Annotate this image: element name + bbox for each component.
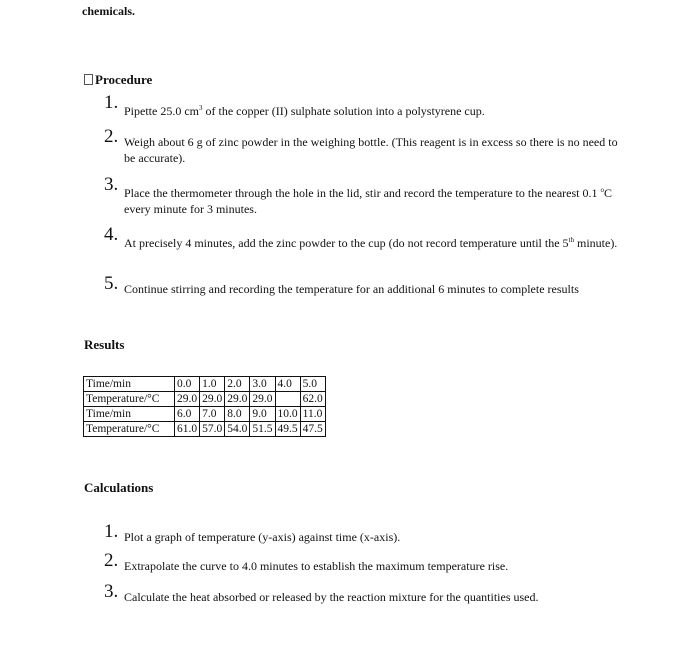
table-row: [84, 392, 326, 407]
table-cell: 54.0: [225, 422, 250, 437]
table-cell: 9.0: [250, 407, 275, 422]
calculations-heading: Calculations: [84, 480, 154, 495]
table-cell: 29.0: [225, 392, 250, 407]
procedure-step-5: 5. Continue stirring and recording the temperature for an additional 6 minutes to complete results: [104, 273, 579, 296]
table-cell: 4.0: [275, 377, 300, 392]
calculation-item-3: 3. Calculate the heat absorbed or released by the reaction mixture for the quantities used.: [104, 581, 539, 604]
table-cell: 51.5: [250, 422, 275, 437]
table-row: [84, 407, 326, 422]
procedure-step-1: 1. Pipette 25.0 $cm^3$ of the copper (II) sulphate solution into a polystyrene cup.: [104, 92, 485, 118]
table-row: [84, 422, 326, 437]
table-cell: 62.0: [300, 392, 325, 407]
table-cell: 57.0: [200, 422, 225, 437]
clipped-top-text: chemicals.: [82, 4, 135, 18]
table-cell: 49.5: [275, 422, 300, 437]
procedure-step-2: 2. Weigh about 6 g of zinc powder in the weighing bottle. (This reagent is in excess so there is no need to be accurate).: [104, 126, 618, 165]
table-cell: 6.0: [175, 407, 200, 422]
table-cell: 1.0: [200, 377, 225, 392]
table-row: [84, 377, 326, 392]
calculation-item-1: 1. Plot a graph of temperature (y-axis) against time (x-axis).: [104, 521, 401, 544]
procedure-step-4: 4. At precisely 4 minutes, add the zinc powder to the cup (do not record temperature until the 5th minute).: [104, 224, 618, 250]
results-table: [83, 376, 326, 437]
table-cell: 29.0: [250, 392, 275, 407]
table-cell: [275, 392, 300, 407]
table-cell: 7.0: [200, 407, 225, 422]
table-cell: Time/min: [84, 407, 175, 422]
table-cell: 5.0: [300, 377, 325, 392]
table-cell: 29.0: [200, 392, 225, 407]
table-cell: 8.0: [225, 407, 250, 422]
procedure-step-3: 3. Place the thermometer through the hole in the lid, stir and record the temperature to the nearest 0.1 $^o$C every minute for 3 minutes.: [104, 174, 613, 216]
table-cell: 3.0: [250, 377, 275, 392]
table-cell: 47.5: [300, 422, 325, 437]
table-cell: 2.0: [225, 377, 250, 392]
table-cell: Temperature/°C: [84, 422, 175, 437]
table-cell: 0.0: [175, 377, 200, 392]
table-cell: 29.0: [175, 392, 200, 407]
table-cell: 10.0: [275, 407, 300, 422]
table-cell: 61.0: [175, 422, 200, 437]
results-heading: Results: [84, 337, 125, 352]
calculation-item-2: 2. Extrapolate the curve to 4.0 minutes to establish the maximum temperature rise.: [104, 550, 509, 573]
procedure-heading: Procedure: [84, 72, 152, 88]
table-cell: Temperature/°C: [84, 392, 175, 407]
checkbox-glyph-icon: [84, 74, 93, 85]
table-cell: Time/min: [84, 377, 175, 392]
table-cell: 11.0: [300, 407, 325, 422]
